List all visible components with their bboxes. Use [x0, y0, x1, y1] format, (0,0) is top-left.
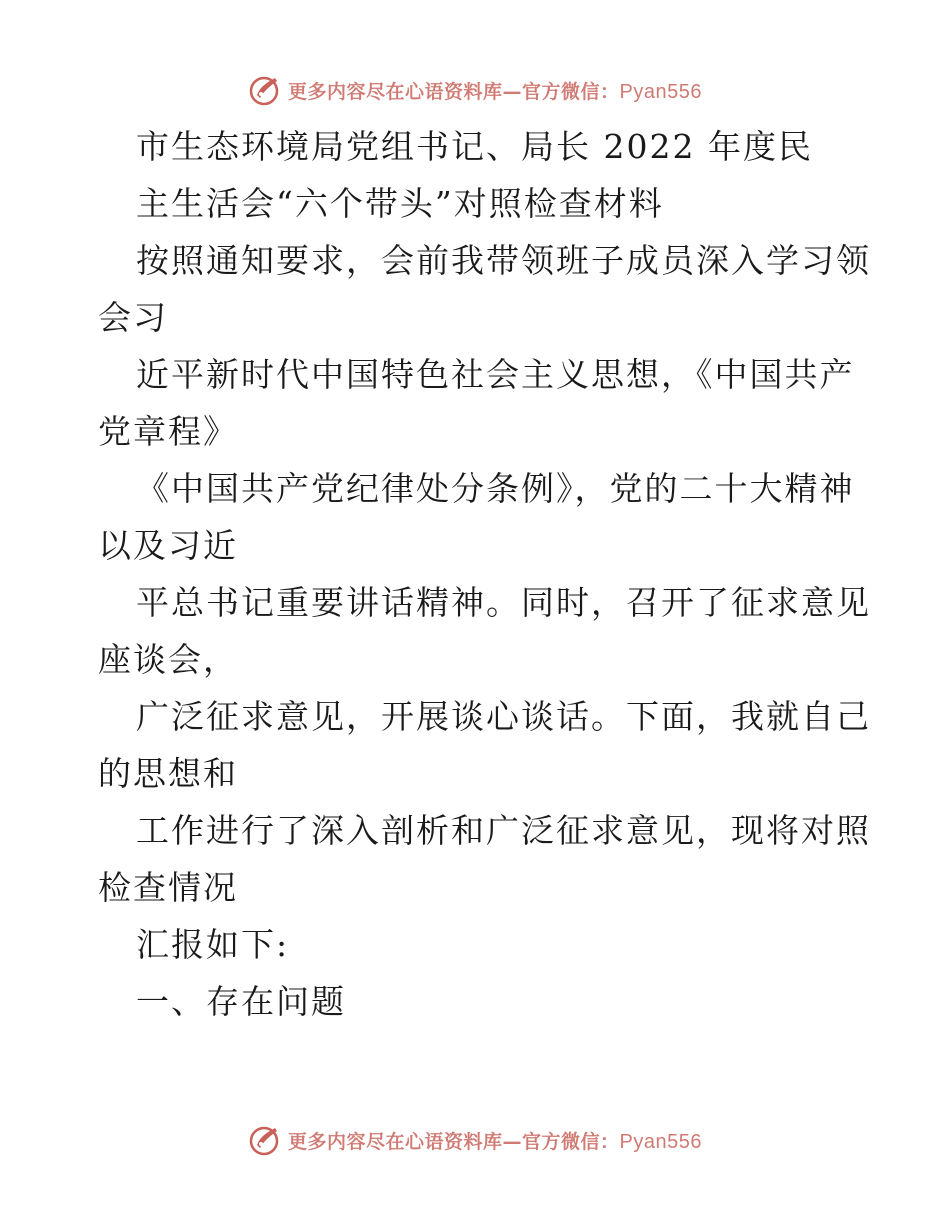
document-body	[98, 118, 871, 1030]
text-line: 的思想和	[98, 754, 238, 793]
text-line: 以及习近	[98, 526, 238, 565]
pen-logo-icon	[248, 1123, 282, 1157]
watermark-handle: Pyan556	[619, 80, 702, 103]
watermark-text	[288, 1127, 702, 1154]
text-line: 《中国共产党纪律处分条例》，党的二十大精神	[136, 469, 855, 508]
watermark-label: 更多内容尽在心语资料库—官方微信：	[288, 80, 620, 103]
text-line: 座谈会，	[98, 640, 238, 679]
text-line: 近平新时代中国特色社会主义思想，《中国共产	[136, 355, 855, 394]
watermark-header	[0, 70, 950, 110]
watermark-footer	[0, 1120, 950, 1160]
text-line: 平总书记重要讲话精神。同时，召开了征求意见	[136, 583, 871, 622]
text-line: 会习	[98, 298, 168, 337]
text-line: 市生态环境局党组书记、局长 2022 年度民	[136, 127, 813, 166]
text-line: 检查情况	[98, 868, 238, 907]
text-line: 一、存在问题	[136, 982, 346, 1021]
text-line: 广泛征求意见，开展谈心谈话。下面，我就自己	[136, 697, 871, 736]
text-line: 党章程》	[98, 412, 238, 451]
pen-logo-icon	[248, 73, 282, 107]
text-line: 主生活会“六个带头”对照检查材料	[136, 184, 664, 223]
text-line: 按照通知要求，会前我带领班子成员深入学习领	[136, 241, 871, 280]
text-line: 汇报如下:	[136, 925, 290, 964]
watermark-text	[288, 77, 702, 104]
text-line: 工作进行了深入剖析和广泛征求意见，现将对照	[136, 811, 871, 850]
watermark-label: 更多内容尽在心语资料库—官方微信：	[288, 1130, 620, 1153]
watermark-handle: Pyan556	[619, 1130, 702, 1153]
